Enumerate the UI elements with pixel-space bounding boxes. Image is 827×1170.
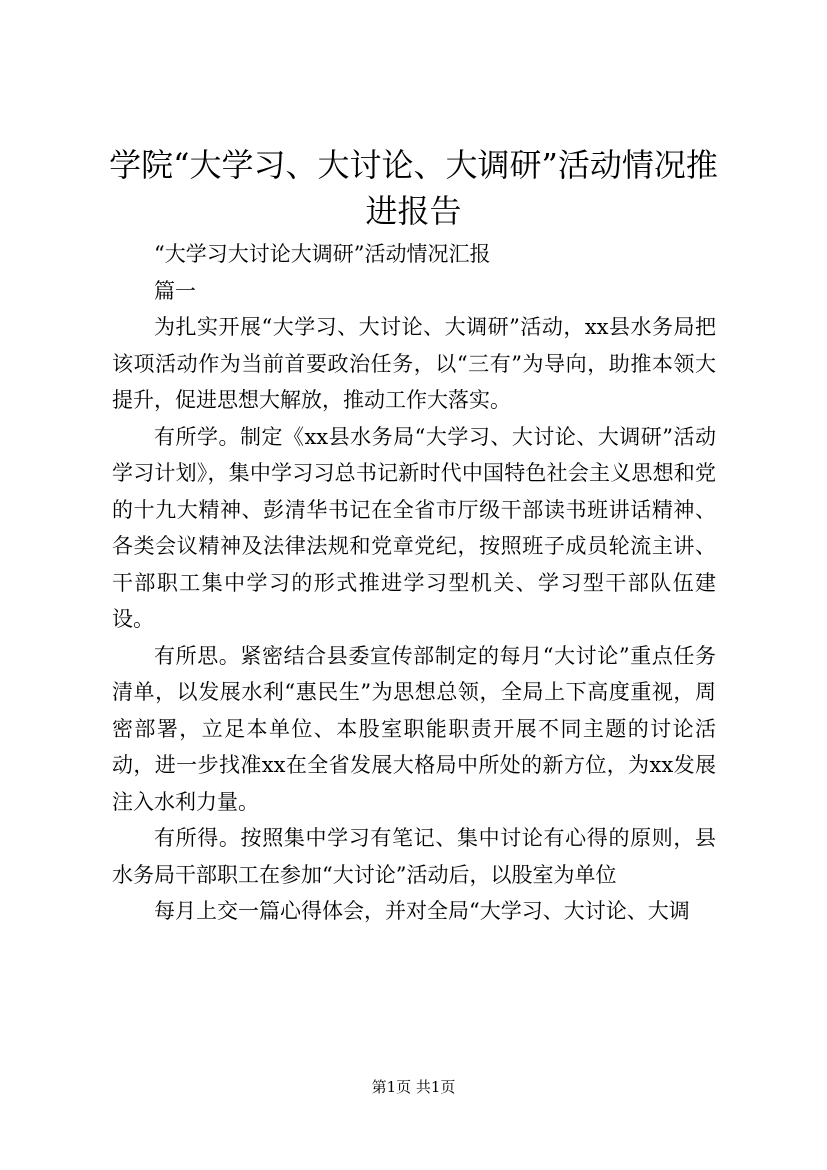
- document-title: 学院“大学习、大讨论、大调研”活动情况推进报告: [109, 146, 718, 230]
- page-footer: [0, 1077, 827, 1097]
- page-number-label: 第1页 共1页: [371, 1078, 456, 1096]
- body-paragraph: 为扎实开展“大学习、大讨论、大调研”活动，xx县水务局把该项活动作为当前首要政治任务，以“三有”为导向，助推本领大提升，促进思想大解放，推动工作大落实。: [112, 315, 716, 412]
- body-paragraph: 有所学。制定《xx县水务局“大学习、大讨论、大调研”活动学习计划》，集中学习习总书记新时代中国特色社会主义思想和党的十九大精神、彭清华书记在全省市厅级干部读书班讲话精神、各类会议精神及法律法规和党章党纪，按照班子成员轮流主讲、干部职工集中学习的形式推进学习型机关、学习型干部队伍建设。: [112, 424, 716, 631]
- document-body: [112, 236, 716, 930]
- body-paragraph: 有所得。按照集中学习有笔记、集中讨论有心得的原则，县水务局干部职工在参加“大讨论”活动后，以股室为单位: [112, 826, 716, 887]
- subtitle-paragraph: “大学习大讨论大调研”活动情况汇报: [154, 242, 491, 266]
- body-paragraph: 有所思。紧密结合县委宣传部制定的每月“大讨论”重点任务清单，以发展水利“惠民生”为思想总领，全局上下高度重视，周密部署，立足本单位、本股室职能职责开展不同主题的讨论活动，进一步找准xx在全省发展大格局中所处的新方位，为xx发展注入水利力量。: [112, 643, 716, 814]
- body-paragraph: 每月上交一篇心得体会，并对全局“大学习、大讨论、大调: [154, 899, 690, 923]
- section-label: 篇一: [154, 278, 196, 303]
